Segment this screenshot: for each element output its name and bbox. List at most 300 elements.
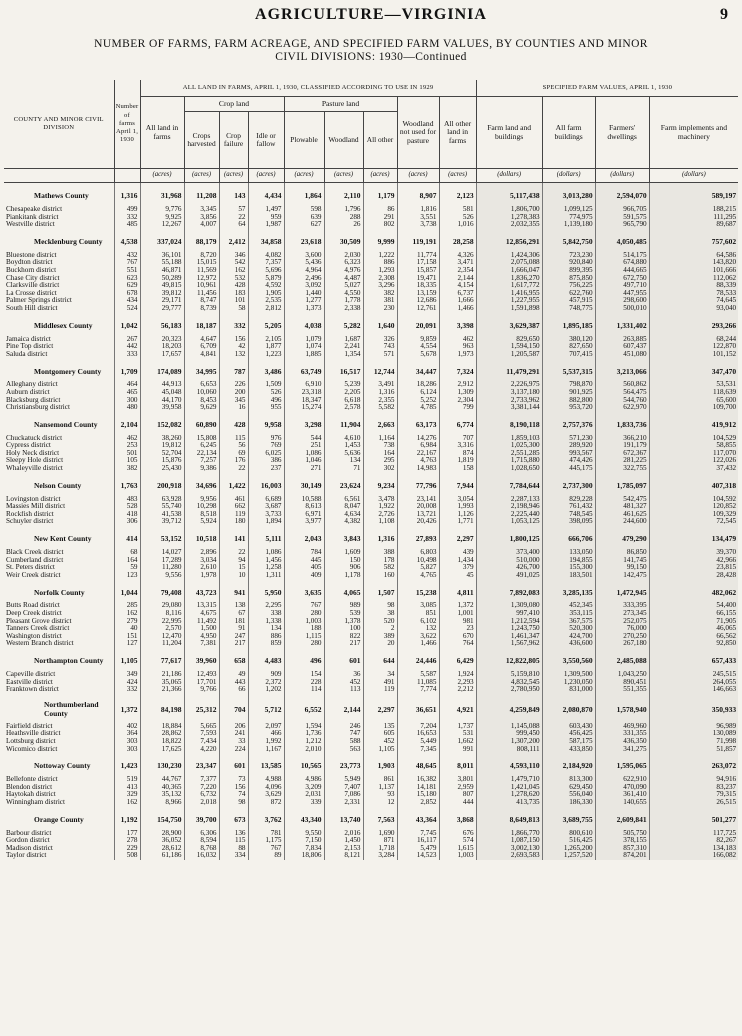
- county-row: [4, 648, 738, 671]
- unit-acres: (acres): [184, 169, 219, 183]
- value-cell: 381: [363, 297, 397, 305]
- county-row: [4, 313, 738, 336]
- value-cell: 23,773: [324, 753, 363, 776]
- value-cell: 508: [114, 852, 140, 860]
- value-cell: 119: [219, 511, 248, 519]
- value-cell: 2,594,070: [595, 183, 649, 207]
- value-cell: 11,904: [324, 412, 363, 435]
- value-cell: 2,570: [140, 625, 184, 633]
- value-cell: 18,884: [140, 723, 184, 731]
- col-all-farm-buildings: All farm buildings: [542, 97, 595, 169]
- value-cell: 4,593,110: [476, 753, 542, 776]
- district-row: [4, 799, 738, 807]
- value-cell: 398,095: [542, 518, 595, 526]
- district-row: [4, 618, 738, 626]
- value-cell: 44,767: [140, 776, 184, 784]
- value-cell: 267,180: [595, 640, 649, 648]
- value-cell: 639: [284, 214, 324, 222]
- district-name: Lovingston district: [6, 495, 61, 503]
- unit-acres: (acres): [363, 169, 397, 183]
- value-cell: 2,075,088: [476, 259, 542, 267]
- value-cell: 35,132: [140, 791, 184, 799]
- value-cell: 5,879: [248, 275, 284, 283]
- value-cell: 510,000: [476, 557, 542, 565]
- value-cell: 11,456: [184, 290, 219, 298]
- value-cell: 99,150: [595, 564, 649, 572]
- value-cell: 1,993: [439, 503, 476, 511]
- value-cell: 16,032: [184, 852, 219, 860]
- value-cell: 9,550: [284, 830, 324, 838]
- district-name: Bellefonte district: [6, 776, 58, 784]
- value-cell: 17,158: [397, 259, 439, 267]
- value-cell: 373,400: [476, 549, 542, 557]
- col-idle: Idle or fallow: [248, 112, 284, 169]
- value-cell: 7,407: [324, 784, 363, 792]
- value-cell: 253: [114, 442, 140, 450]
- value-cell: 457,915: [542, 297, 595, 305]
- value-cell: 26: [324, 221, 363, 229]
- value-cell: 16,653: [397, 730, 439, 738]
- value-cell: 17,657: [140, 351, 184, 359]
- value-cell: 367,575: [542, 618, 595, 626]
- value-cell: 4,988: [248, 776, 284, 784]
- value-cell: 3,285,135: [542, 579, 595, 602]
- value-cell: 135: [363, 723, 397, 731]
- value-cell: 42,966: [649, 557, 738, 565]
- district-name: Tanners Creek district: [6, 625, 70, 633]
- value-cell: 4,592: [248, 282, 284, 290]
- value-cell: 462: [439, 336, 476, 344]
- col-plowable: Plowable: [284, 112, 324, 169]
- value-cell: 4,675: [184, 610, 219, 618]
- value-cell: 2,105: [248, 336, 284, 344]
- value-cell: 77,796: [397, 473, 439, 496]
- value-cell: 963: [439, 343, 476, 351]
- district-name: Rockfish district: [6, 510, 54, 518]
- value-cell: 874: [439, 450, 476, 458]
- value-cell: 1,372: [439, 602, 476, 610]
- value-cell: 11,280: [140, 564, 184, 572]
- value-cell: 2,733,962: [476, 397, 542, 405]
- value-cell: 119,191: [397, 229, 439, 252]
- value-cell: 1,179: [363, 183, 397, 207]
- value-cell: 273,345: [595, 610, 649, 618]
- value-cell: 1,864: [284, 183, 324, 207]
- value-cell: 13,315: [184, 602, 219, 610]
- value-cell: 451,080: [595, 351, 649, 359]
- value-cell: 361,410: [595, 791, 649, 799]
- value-cell: 5,587: [397, 671, 439, 679]
- value-cell: 4,082: [248, 252, 284, 260]
- value-cell: 141,745: [595, 557, 649, 565]
- value-cell: 4,434: [248, 183, 284, 207]
- value-cell: 9,958: [248, 412, 284, 435]
- value-cell: 364: [114, 730, 140, 738]
- value-cell: 676: [439, 830, 476, 838]
- value-cell: 58,855: [649, 442, 738, 450]
- value-cell: 5,159,810: [476, 671, 542, 679]
- value-cell: 16,382: [397, 776, 439, 784]
- value-cell: 1,895,185: [542, 313, 595, 336]
- value-cell: 851: [397, 610, 439, 618]
- value-cell: 74: [219, 791, 248, 799]
- district-name: Madison district: [6, 844, 53, 852]
- value-cell: 6,552: [284, 694, 324, 723]
- value-cell: 4,763: [397, 457, 439, 465]
- value-cell: 8,190,118: [476, 412, 542, 435]
- value-cell: 707: [439, 435, 476, 443]
- value-cell: 3,733: [248, 511, 284, 519]
- district-name: Sleepy Hole district: [6, 457, 64, 465]
- value-cell: 63,749: [284, 358, 324, 381]
- value-cell: 15,808: [184, 435, 219, 443]
- value-cell: 1,595,065: [595, 753, 649, 776]
- value-cell: 1,885: [284, 351, 324, 359]
- value-cell: 28,612: [140, 845, 184, 853]
- value-cell: 799: [439, 404, 476, 412]
- value-cell: 176: [219, 457, 248, 465]
- value-cell: 5,239: [324, 381, 363, 389]
- value-cell: 136: [219, 830, 248, 838]
- value-cell: 88: [219, 845, 248, 853]
- district-row: [4, 852, 738, 860]
- value-cell: 191,179: [595, 442, 649, 450]
- district-name: Capeville district: [6, 670, 56, 678]
- value-cell: 413: [114, 784, 140, 792]
- value-cell: 25,430: [140, 465, 184, 473]
- value-cell: 9,629: [184, 404, 219, 412]
- value-cell: 382: [363, 290, 397, 298]
- value-cell: 2,757,376: [542, 412, 595, 435]
- value-cell: 1,331,402: [595, 313, 649, 336]
- value-cell: 7,434: [184, 738, 219, 746]
- value-cell: 1,202: [248, 686, 284, 694]
- value-cell: 69: [219, 450, 248, 458]
- value-cell: 2,331: [324, 799, 363, 807]
- value-cell: 388: [363, 549, 397, 557]
- value-cell: 306: [114, 518, 140, 526]
- district-row: [4, 465, 738, 473]
- value-cell: 1,903: [363, 753, 397, 776]
- value-cell: 1,973: [439, 351, 476, 359]
- value-cell: 6,124: [397, 389, 439, 397]
- value-cell: 337,024: [140, 229, 184, 252]
- unit-dollars: (dollars): [595, 169, 649, 183]
- value-cell: 389: [363, 633, 397, 641]
- value-cell: 2,016: [324, 830, 363, 838]
- district-name: Cypress district: [6, 442, 51, 450]
- value-cell: 34,858: [248, 229, 284, 252]
- value-cell: 8,649,813: [476, 807, 542, 830]
- value-cell: 27,893: [397, 526, 439, 549]
- district-row: [4, 845, 738, 853]
- value-cell: 1,640: [363, 313, 397, 336]
- value-cell: 784: [284, 549, 324, 557]
- value-cell: 1,578,940: [595, 694, 649, 723]
- value-cell: 217: [324, 640, 363, 648]
- district-name: Fairfield district: [6, 722, 53, 730]
- value-cell: 7,563: [363, 807, 397, 830]
- value-cell: 3,491: [363, 381, 397, 389]
- value-cell: 22: [219, 549, 248, 557]
- value-cell: 491,025: [476, 572, 542, 580]
- value-cell: 485: [114, 221, 140, 229]
- county-name: Mathews County: [34, 191, 89, 201]
- value-cell: 2,032,355: [476, 221, 542, 229]
- value-cell: 5,696: [248, 267, 284, 275]
- district-row: [4, 723, 738, 731]
- value-cell: 1,778: [324, 297, 363, 305]
- value-cell: 827,650: [542, 343, 595, 351]
- district-row: [4, 435, 738, 443]
- county-name: Mecklenburg County: [34, 236, 103, 246]
- value-cell: 520: [363, 618, 397, 626]
- value-cell: 14,523: [397, 852, 439, 860]
- value-cell: 875,850: [542, 275, 595, 283]
- value-cell: 63,928: [140, 496, 184, 504]
- value-cell: 252,075: [595, 618, 649, 626]
- value-cell: 519: [114, 776, 140, 784]
- value-cell: 349: [114, 671, 140, 679]
- value-cell: 1,737: [439, 723, 476, 731]
- value-cell: 186,330: [542, 799, 595, 807]
- value-cell: 93: [363, 791, 397, 799]
- unit-dollars: (dollars): [476, 169, 542, 183]
- value-cell: 2,287,133: [476, 496, 542, 504]
- value-cell: 470,090: [595, 784, 649, 792]
- value-cell: 10,588: [284, 496, 324, 504]
- value-cell: 8,720: [184, 252, 219, 260]
- value-cell: 3,977: [284, 518, 324, 526]
- value-cell: 1,771: [439, 518, 476, 526]
- value-cell: 39,370: [649, 549, 738, 557]
- value-cell: 251: [284, 442, 324, 450]
- value-cell: 2,212: [439, 686, 476, 694]
- value-cell: 4,220: [184, 746, 219, 754]
- value-cell: 419,912: [649, 412, 738, 435]
- value-cell: 1,105: [363, 746, 397, 754]
- value-cell: 605: [363, 730, 397, 738]
- value-cell: 1,690: [363, 830, 397, 838]
- value-cell: 4,785: [397, 404, 439, 412]
- group-all-land: ALL LAND IN FARMS, APRIL 1, 1930, CLASSIFIED ACCORDING TO USE IN 1929: [140, 80, 476, 97]
- value-cell: 1,509: [248, 381, 284, 389]
- value-cell: 30,149: [284, 473, 324, 496]
- value-cell: 154,750: [140, 807, 184, 830]
- value-cell: 861: [363, 776, 397, 784]
- value-cell: 22,995: [140, 618, 184, 626]
- value-cell: 2,496: [284, 275, 324, 283]
- value-cell: 10,518: [184, 526, 219, 549]
- value-cell: 857,310: [595, 845, 649, 853]
- district-row: [4, 450, 738, 458]
- value-cell: 4,610: [324, 435, 363, 443]
- value-cell: 2,295: [248, 602, 284, 610]
- running-title: AGRICULTURE—VIRGINIA: [255, 6, 487, 23]
- value-cell: 1,139,180: [542, 221, 595, 229]
- value-cell: 12,744: [363, 358, 397, 381]
- district-row: [4, 602, 738, 610]
- value-cell: 3,629: [248, 791, 284, 799]
- district-name: Chuckatuck district: [6, 434, 63, 442]
- value-cell: 1,763: [114, 473, 140, 496]
- value-cell: 8,116: [140, 610, 184, 618]
- value-cell: 8,047: [324, 503, 363, 511]
- value-cell: 188,215: [649, 206, 738, 214]
- value-cell: 405: [284, 564, 324, 572]
- value-cell: 4,259,849: [476, 694, 542, 723]
- value-cell: 1,212,594: [476, 618, 542, 626]
- value-cell: 88,179: [184, 229, 219, 252]
- value-cell: 303: [114, 738, 140, 746]
- value-cell: 800,610: [542, 830, 595, 838]
- district-name: Barbour district: [6, 829, 52, 837]
- value-cell: 3,284: [363, 852, 397, 860]
- value-cell: 7,745: [397, 830, 439, 838]
- value-cell: 66,155: [649, 610, 738, 618]
- value-cell: 43,340: [284, 807, 324, 830]
- value-cell: 347,470: [649, 358, 738, 381]
- district-name: Heathsville district: [6, 730, 61, 738]
- value-cell: 11,569: [184, 267, 219, 275]
- value-cell: 3,635: [284, 579, 324, 602]
- county-name: Northampton County: [34, 656, 104, 666]
- value-cell: 8,768: [184, 845, 219, 853]
- value-cell: 428: [219, 282, 248, 290]
- value-cell: 5,582: [363, 404, 397, 412]
- value-cell: 4,986: [284, 776, 324, 784]
- value-cell: 1,223: [248, 351, 284, 359]
- value-cell: 6,737: [439, 290, 476, 298]
- value-cell: 4,976: [324, 267, 363, 275]
- unit-blank: [4, 169, 114, 183]
- district-row: [4, 837, 738, 845]
- value-cell: 1,736: [284, 730, 324, 738]
- value-cell: 15,876: [140, 457, 184, 465]
- value-cell: 829,650: [476, 336, 542, 344]
- value-cell: 670: [439, 633, 476, 641]
- value-cell: 859: [248, 640, 284, 648]
- value-cell: 228: [284, 679, 324, 687]
- district-name: Deep Creek district: [6, 610, 62, 617]
- value-cell: 1,028,650: [476, 465, 542, 473]
- value-cell: 98: [219, 799, 248, 807]
- value-cell: 122,026: [649, 457, 738, 465]
- district-row: [4, 791, 738, 799]
- value-cell: 2,535: [248, 297, 284, 305]
- value-cell: 26,515: [649, 799, 738, 807]
- value-cell: 1,423: [114, 753, 140, 776]
- value-cell: 774,975: [542, 214, 595, 222]
- value-cell: 2,110: [324, 183, 363, 207]
- value-cell: 9,956: [184, 496, 219, 504]
- value-cell: 11,204: [140, 640, 184, 648]
- value-cell: 1,609: [324, 549, 363, 557]
- value-cell: 183: [219, 290, 248, 298]
- value-cell: 678: [114, 290, 140, 298]
- value-cell: 2,663: [363, 412, 397, 435]
- value-cell: 443: [219, 679, 248, 687]
- value-cell: 21,366: [140, 686, 184, 694]
- value-cell: 280: [284, 640, 324, 648]
- value-cell: 271: [284, 465, 324, 473]
- value-cell: 1,003: [284, 618, 324, 626]
- value-cell: 9,234: [363, 473, 397, 496]
- value-cell: 64: [219, 221, 248, 229]
- value-cell: 285: [114, 602, 140, 610]
- value-cell: 14,276: [397, 435, 439, 443]
- col-implements: Farm implements and machinery: [649, 97, 738, 169]
- unit-acres: (acres): [324, 169, 363, 183]
- value-cell: 528: [114, 503, 140, 511]
- statistics-table: [4, 80, 738, 860]
- value-cell: 899,395: [542, 267, 595, 275]
- value-cell: 22,134: [184, 450, 219, 458]
- district-name: Blacksburg district: [6, 396, 61, 404]
- value-cell: 409: [284, 572, 324, 580]
- value-cell: 542,475: [595, 496, 649, 504]
- value-cell: 1,309,500: [542, 671, 595, 679]
- value-cell: 4,647: [184, 336, 219, 344]
- value-cell: 901,925: [542, 389, 595, 397]
- district-row: [4, 738, 738, 746]
- value-cell: 16: [219, 404, 248, 412]
- value-cell: 802: [363, 221, 397, 229]
- value-cell: 539: [324, 610, 363, 618]
- value-cell: 2,852: [397, 799, 439, 807]
- value-cell: 18,806: [284, 852, 324, 860]
- value-cell: 1,278,620: [476, 791, 542, 799]
- value-cell: 1,987: [248, 221, 284, 229]
- value-cell: 479,290: [595, 526, 649, 549]
- value-cell: 1,466: [439, 305, 476, 313]
- value-cell: 707,415: [542, 351, 595, 359]
- value-cell: 3,137,180: [476, 389, 542, 397]
- value-cell: 1,086: [284, 450, 324, 458]
- value-cell: 1,456: [248, 557, 284, 565]
- district-row: [4, 746, 738, 754]
- district-row: [4, 633, 738, 641]
- value-cell: 1,800,125: [476, 526, 542, 549]
- district-row: [4, 564, 738, 572]
- value-cell: 346: [219, 252, 248, 260]
- value-cell: 11,479,291: [476, 358, 542, 381]
- value-cell: 5,479: [397, 845, 439, 853]
- value-cell: 55,188: [140, 259, 184, 267]
- value-cell: 4,483: [248, 648, 284, 671]
- value-cell: 1,338: [248, 618, 284, 626]
- value-cell: 101,152: [649, 351, 738, 359]
- value-cell: 42: [219, 343, 248, 351]
- district-name: St. Peters district: [6, 564, 55, 572]
- value-cell: 2,693,583: [476, 852, 542, 860]
- value-cell: 10: [219, 572, 248, 580]
- value-cell: 84,198: [140, 694, 184, 723]
- value-cell: 9,556: [140, 572, 184, 580]
- value-cell: 132: [397, 625, 439, 633]
- value-cell: 154: [284, 671, 324, 679]
- value-cell: 12,686: [397, 297, 439, 305]
- value-cell: 798,870: [542, 381, 595, 389]
- value-cell: 4,096: [248, 784, 284, 792]
- value-cell: 77,617: [140, 648, 184, 671]
- value-cell: 1,461,347: [476, 633, 542, 641]
- district-name: Saluda district: [6, 350, 48, 358]
- value-cell: 7,345: [397, 746, 439, 754]
- value-cell: 155,300: [542, 564, 595, 572]
- value-cell: 941: [219, 579, 248, 602]
- value-cell: 3,687: [248, 503, 284, 511]
